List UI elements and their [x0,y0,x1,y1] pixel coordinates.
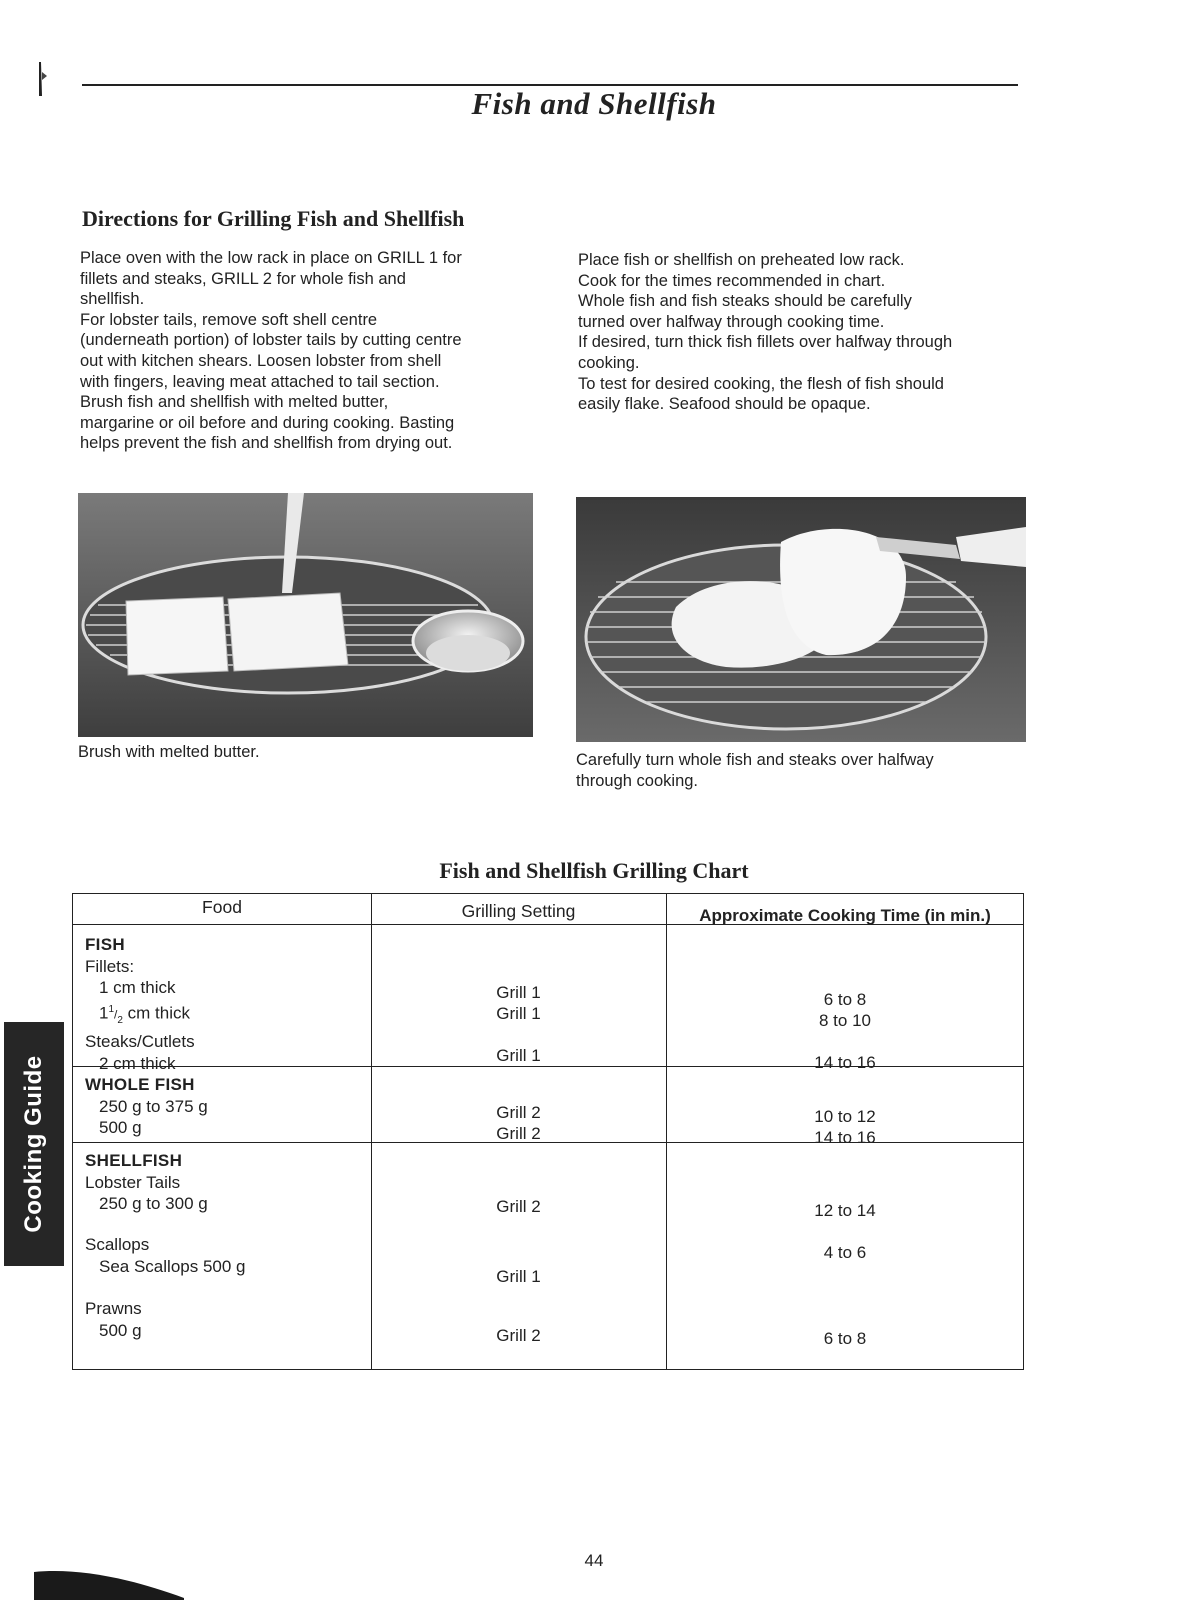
photo-brush-butter [78,493,533,737]
time-lobster: 12 to 14 [814,1201,876,1220]
directions-right-line: cooking. [578,353,640,372]
header-food: Food [202,897,242,917]
directions-heading: Directions for Grilling Fish and Shellfish [82,206,465,231]
food-prawns-weight: 500 g [99,1320,142,1340]
directions-left-line: helps prevent the fish and shellfish from drying out. [80,434,453,453]
setting-whole-2: Grill 2 [496,1124,541,1143]
directions-left-line: shellfish. [80,290,145,309]
food-whole-1: 250 g to 375 g [99,1096,208,1116]
directions-left-line: Place oven with the low rack in place on GRILL 1 for [80,249,462,267]
directions-right-line: turned over halfway through cooking time. [578,312,885,331]
directions-left-line: (underneath portion) of lobster tails by cutting centre [80,331,462,350]
table-row [85,1074,208,1139]
table-row [85,934,195,1074]
page-title: Fish and Shellfish [471,86,717,121]
caption-turn-line: Carefully turn whole fish and steaks over halfway [576,751,934,769]
page-number: 44 [584,1551,604,1570]
time-fillet-1-5cm: 8 to 10 [819,1011,871,1030]
directions-right-line: If desired, turn thick fish fillets over halfway through [578,333,953,352]
caption-brush-line: Brush with melted butter. [78,743,260,761]
photo-caption-turn [576,750,934,791]
food-prawns: Prawns [85,1299,142,1318]
setting-whole-1: Grill 2 [496,1103,541,1122]
setting-prawns: Grill 2 [496,1326,541,1345]
time-fillet-1cm: 6 to 8 [823,990,867,1009]
caption-turn-line: through cooking. [576,771,699,790]
food-lobster: Lobster Tails [85,1172,181,1192]
grilling-chart-table [72,893,1024,1370]
time-prawns: 6 to 8 [823,1329,867,1348]
side-tab-label: Cooking Guide [20,1055,47,1233]
food-whole-2: 500 g [99,1118,142,1137]
food-fillets: Fillets: [85,956,135,976]
directions-right-line: Cook for the times recommended in chart. [578,271,886,290]
time-steaks: 14 to 16 [814,1053,876,1072]
directions-right-line: Place fish or shellfish on preheated low rack. [578,251,905,269]
setting-lobster: Grill 2 [496,1197,541,1216]
food-1-5cm: $1^1/_2$ cm thick [99,1003,190,1026]
food-1cm: 1 cm thick [99,978,176,997]
directions-right-line: To test for desired cooking, the flesh of fish should [578,374,944,393]
table-row [85,1234,246,1277]
time-scallops: 4 to 6 [823,1243,867,1262]
directions-right-line: easily flake. Seafood should be opaque. [578,395,871,414]
time-whole-2: 14 to 16 [814,1128,876,1147]
food-scallops-weight: Sea Scallops 500 g [99,1256,246,1276]
setting-scallops: Grill 1 [496,1267,541,1286]
header-cooking-time: Approximate Cooking Time (in min.) [699,906,991,925]
header-grilling-setting: Grilling Setting [461,901,576,921]
group-whole-fish: WHOLE FISH [85,1075,195,1094]
photo-turn-fish [576,497,1026,742]
time-whole-1: 10 to 12 [814,1107,876,1126]
side-tab [4,1022,64,1266]
scan-mark [34,1562,184,1600]
food-scallops: Scallops [85,1235,150,1254]
directions-left-line: Brush fish and shellfish with melted butter, [80,393,389,412]
directions-right-line: Whole fish and fish steaks should be carefully [578,292,912,311]
directions-left-line: margarine or oil before and during cooking. Basting [80,413,455,432]
setting-fillet-1-5cm: Grill 1 [496,1004,541,1023]
directions-left-column [80,248,462,454]
food-lobster-weight: 250 g to 300 g [99,1194,208,1213]
setting-fillet-1cm: Grill 1 [496,983,541,1002]
directions-right-column [578,250,952,415]
table-row [85,1298,142,1341]
table-row [85,1150,208,1215]
photo-caption-brush [78,742,260,763]
directions-left-line: with fingers, leaving meat attached to tail section. [80,372,440,391]
group-fish: FISH [85,935,125,954]
setting-steaks: Grill 1 [496,1046,541,1065]
directions-left-line: fillets and steaks, GRILL 2 for whole fish and [80,269,406,288]
food-2cm: 2 cm thick [99,1053,176,1073]
food-steaks: Steaks/Cutlets [85,1032,195,1052]
chart-title: Fish and Shellfish Grilling Chart [439,858,749,883]
group-shellfish: SHELLFISH [85,1151,183,1170]
directions-left-line: out with kitchen shears. Loosen lobster from shell [80,351,442,370]
directions-left-line: For lobster tails, remove soft shell centre [80,310,378,329]
